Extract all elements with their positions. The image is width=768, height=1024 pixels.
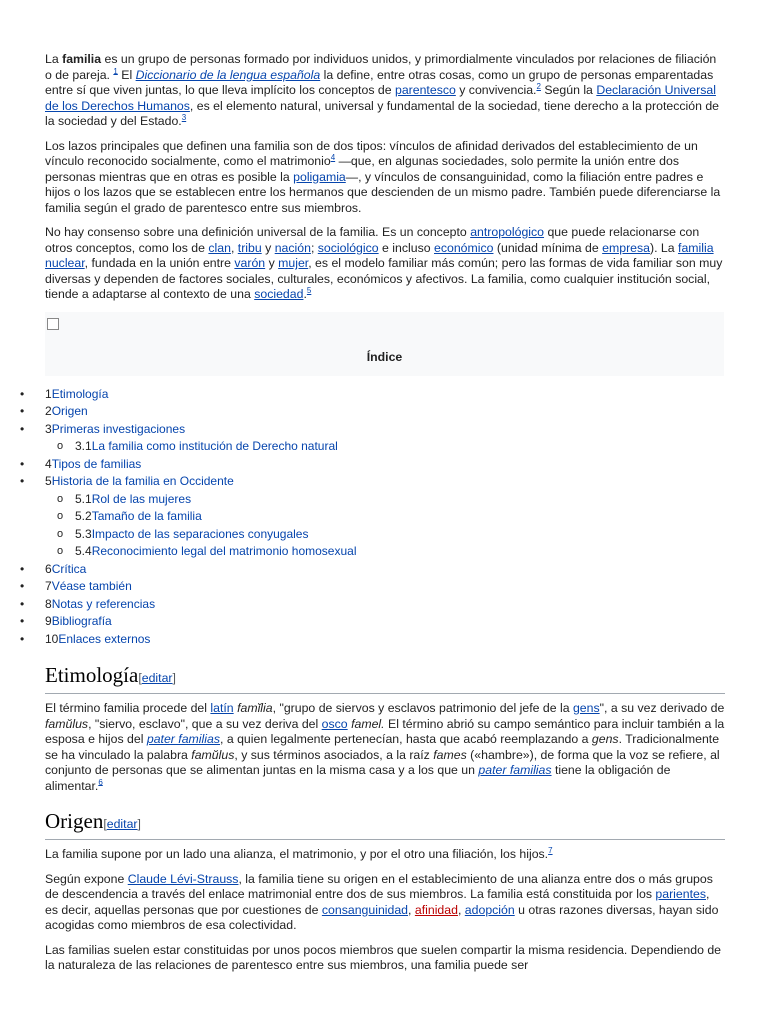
toc-link[interactable]: La familia como institución de Derecho natural [91,439,338,453]
text: , [408,902,415,917]
toc-number: 6 [45,561,52,576]
link-latin[interactable]: latín [210,701,234,715]
link-pater-familias[interactable]: pater familias [146,732,220,746]
edit-bracket: ] [137,817,141,831]
text: La [45,52,63,66]
link-clan[interactable]: clan [208,240,231,255]
ref-link[interactable]: 1 [113,66,118,76]
toc-link[interactable]: Bibliografía [51,614,112,628]
toc-number: 5.1 [75,491,92,506]
toc-number: 3 [45,421,52,436]
toc-sublist [45,491,725,561]
text: y [261,240,275,255]
text: El término abrió su campo semántico para incluir también a la esposa e hijos del [45,716,725,746]
text: y convivencia. [455,83,537,97]
toc-link[interactable]: Etimología [51,386,109,401]
toc-link[interactable]: Véase también [51,579,132,593]
toc-number: 5.4 [75,544,92,558]
etimologia-paragraph [45,701,725,794]
link-empresa[interactable]: empresa [602,240,650,255]
toc-number: 8 [45,596,52,611]
toc-number: 9 [45,614,52,628]
toc-link[interactable]: Historia de la familia en Occidente [51,474,234,488]
text: La familia supone por un lado una alianza, el matrimonio, y por el otro una filiación, los hijos. [45,847,549,861]
toc-link[interactable]: Origen [51,404,88,418]
text: Según la [540,83,597,97]
link-consanguinidad[interactable]: consanguinidad [321,902,409,917]
term: gens [591,732,619,746]
intro-paragraph-1 [45,52,725,130]
toc-link[interactable]: Tamaño de la familia [91,509,202,523]
toc-subitem[interactable] [0,526,725,544]
text: El [117,67,136,82]
text: . Tradicionalmente se ha vinculado la palabra [45,732,720,762]
toc-item[interactable] [0,421,725,456]
toc-number: 10 [45,631,59,646]
edit-bracket: ] [172,671,176,685]
toc-link[interactable]: Enlaces externos [58,631,151,646]
text: la define, entre otras cosas, como un grupo de personas emparentadas entre sí que viven juntas, lo que lleva implícito los conceptos de [45,67,714,97]
link-mujer[interactable]: mujer [278,256,309,270]
text: , es el modelo familiar más común; pero las formas de vida familiar son muy diversas y dependen de factores sociales, culturales, económicos y afectivos. La familia, como cualquier institución social, tiende a adaptarse al contexto de una [45,256,723,301]
ref-5[interactable] [307,286,311,295]
toc-item[interactable] [0,613,725,631]
ref-link[interactable]: 5 [306,285,312,295]
text: (unidad mínima de [493,240,603,255]
toc-title: Índice [366,349,403,364]
term: famŭlus [45,716,89,731]
link-varon[interactable]: varón [234,256,266,270]
text: que puede relacionarse con otros conceptos, como los de [45,225,700,255]
link-familia-nuclear[interactable]: familia nuclear [45,240,714,270]
text: —, y vínculos de consanguinidad, como la filiación entre padres e hijos o los lazos que se establecen entre los hermanos que descienden de un mismo padre. También puede diferenciarse la familia según el grado de parentesco entre sus miembros. [45,169,721,215]
ref-link[interactable]: 2 [536,81,541,91]
heading-text: Origen [45,809,104,833]
origen-paragraph-3: Las familias suelen estar constituidas por unos pocos miembros que suelen compartir la misma residencia. Dependiendo de la naturaleza de las relaciones de parentesco entre sus miembros, una familia puede ser [45,942,721,972]
toc-item[interactable] [0,473,725,561]
text: ). La [650,240,679,255]
ref-link[interactable]: 7 [548,845,553,855]
text: , y sus términos asociados, a la raíz [234,747,434,762]
section-heading-origen [45,808,725,840]
toc-toggle-checkbox[interactable] [47,318,59,330]
text: , es decir, aquellas personas que por cuestiones de [45,887,710,917]
edit-bracket: [ [138,671,142,685]
toc-item[interactable] [0,596,725,614]
text: —que, en algunas sociedades, solo permite la unión entre dos personas mientras que en otras es posible la [45,154,680,184]
text: («hambre»), de forma que la voz se refiere, al conjunto de personas que se alimentan juntas en la misma casa y a los que un [45,747,720,777]
edit-section [103,817,141,831]
text: e incluso [378,240,434,255]
ref-7[interactable] [548,846,552,855]
link-osco[interactable]: osco [321,716,348,731]
link-economico[interactable]: económico [434,240,494,255]
section-heading-etimologia [45,662,725,694]
text: . [303,287,307,301]
toc-number: 4 [45,456,52,471]
toc-number: 1 [45,386,52,401]
text: u otras razones diversas, hayan sido acogidas como miembros de esa colectividad. [45,902,719,932]
link-sociedad[interactable]: sociedad [254,287,304,301]
toc-number: 5.3 [75,526,92,541]
toc-item[interactable] [0,456,725,474]
toc-box [45,312,724,376]
toc-item[interactable] [0,578,725,596]
intro-paragraph-2 [45,139,725,217]
toc-number: 3.1 [75,439,92,453]
text: ", a su vez derivado de [599,701,725,715]
text: , fundada en la unión entre [84,256,235,270]
toc-link[interactable]: Primeras investigaciones [51,421,186,436]
text: , [457,902,465,917]
term: famĭlia [237,701,273,715]
origen-paragraph-2 [45,872,725,934]
link-diccionario[interactable]: Diccionario de la lengua española [135,67,321,82]
text: Los lazos principales que definen una familia son de dos tipos: vínculos de afinidad derivados del establecimiento de un vínculo reconocido socialmente, como el matrimonio [45,138,698,168]
toc-item[interactable] [0,403,725,421]
ref-link[interactable]: 4 [330,152,336,162]
toc-item[interactable] [0,386,725,404]
link-sociologico[interactable]: sociológico [317,240,379,255]
toc-link[interactable]: Impacto de las separaciones conyugales [91,526,309,541]
toc-number: 5.2 [75,509,92,523]
toc-link[interactable]: Reconocimiento legal del matrimonio homosexual [91,544,357,558]
term: famŭlus [191,747,235,762]
term: famel. [351,716,385,731]
origen-paragraph-1 [45,847,725,863]
term-familia: familia [62,52,102,66]
toc-subitem[interactable] [0,491,725,509]
text: es un grupo de personas formado por individuos unidos, y primordialmente vinculados por relaciones de filiación o de pareja. [45,52,717,82]
link-declaracion-ddhh[interactable]: Declaración Universal de los Derechos Humanos [45,83,716,113]
text: El término familia procede del [45,701,211,715]
ref-6[interactable] [98,777,102,786]
toc-item[interactable] [0,631,725,649]
link-afinidad[interactable]: afinidad [414,902,458,917]
text: tiene la obligación de alimentar. [45,763,671,793]
toc-list [0,386,725,649]
toc-link[interactable]: Crítica [51,561,87,576]
link-gens[interactable]: gens [572,701,600,715]
toc-number: 5 [45,474,52,488]
text: , "siervo, esclavo", que a su vez deriva del [88,716,322,731]
edit-link[interactable]: editar [141,671,173,685]
text: Según expone [45,871,128,886]
ref-link[interactable]: 6 [98,777,103,787]
article-content [45,52,725,983]
text: , la familia tiene su origen en el establecimiento de una alianza entre dos o más grupos de descendencia a través del enlace matrimonial entre dos de sus miembros. La familia está constituida por los [45,871,713,901]
link-parentesco[interactable]: parentesco [394,83,456,97]
text: y [265,256,279,270]
link-adopcion[interactable]: adopción [464,902,515,917]
toc-link[interactable]: Rol de las mujeres [91,491,192,506]
heading-text: Etimología [45,663,139,687]
toc-subitem[interactable] [0,438,725,456]
ref-link[interactable]: 3 [181,112,187,122]
term: fames [433,747,467,762]
text: No hay consenso sobre una definición universal de la familia. Es un concepto [45,225,471,239]
edit-section [138,671,176,685]
toc-number: 2 [45,404,52,418]
link-pater-familias[interactable]: pater familias [478,763,552,777]
intro-paragraph-3 [45,225,725,303]
text: ; [310,240,318,255]
toc-item[interactable] [0,561,725,579]
toc-subitem[interactable] [0,543,725,561]
ref-3[interactable] [182,113,186,122]
toc-number: 7 [45,579,52,593]
link-antropologico[interactable]: antropológico [470,225,545,239]
text: , [230,240,238,255]
text: , a quien legalmente pertenecían, hasta que acabó reemplazando a [220,732,592,746]
link-parientes[interactable]: parientes [655,887,706,901]
toc-subitem[interactable] [0,508,725,526]
toc-sublist [45,438,725,456]
link-poligamia[interactable]: poligamia [293,169,346,184]
link-levi-strauss[interactable]: Claude Lévi-Strauss [127,871,239,886]
link-tribu[interactable]: tribu [237,240,262,255]
edit-link[interactable]: editar [106,817,138,831]
toc-link[interactable]: Notas y referencias [51,596,156,611]
link-nacion[interactable]: nación [274,240,311,255]
edit-bracket: [ [103,817,107,831]
text: , es el elemento natural, universal y fundamental de la sociedad, tiene derecho a la protección de la sociedad y del Estado. [45,98,720,128]
toc-link[interactable]: Tipos de familias [51,456,142,471]
text: , "grupo de siervos y esclavos patrimonio del jefe de la [272,701,573,715]
